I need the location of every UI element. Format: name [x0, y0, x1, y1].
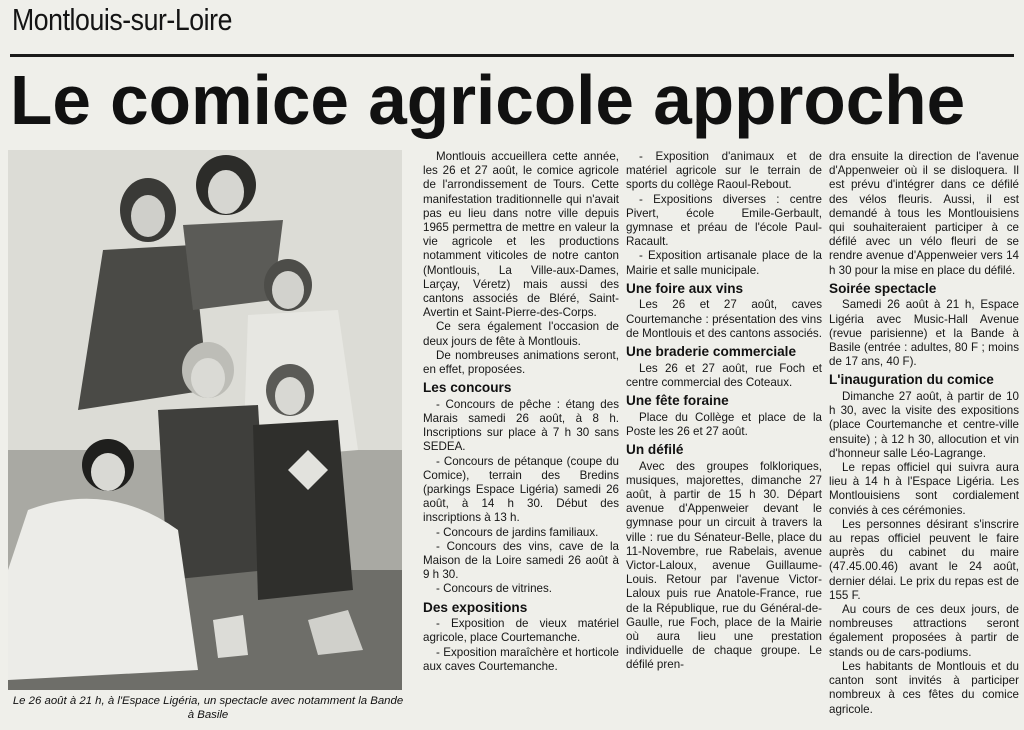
list-item: - Concours de jardins familiaux.: [436, 525, 599, 539]
paragraph: Les personnes désirant s'inscrire au repas officiel peuvent le faire auprès du cabinet du maire (47.45.00.46) avant le 24 août, dernier délai. Le prix du repas est de 155 F.: [829, 517, 1019, 602]
paragraph: Au cours de ces deux jours, de nombreuses attractions seront également proposées à partir de stands ou de cars-podiums.: [829, 603, 1019, 659]
list-item: - Exposition de vieux matériel agricole, place Courtemanche.: [423, 617, 619, 645]
paragraph: Dimanche 27 août, à partir de 10 h 30, avec la visite des expositions (place Courtemanche et centre-ville ensuite) ; à 12 h 30, allocution et vin d'honneur salle Léo-Lagrange.: [829, 390, 1019, 460]
group-photo: [8, 150, 402, 690]
list-item: - Concours de vitrines.: [436, 582, 552, 596]
subheading-defile: Un défilé: [626, 442, 684, 458]
list-item: - Concours de pétanque (coupe du Comice), terrain des Bredins (parkings Espace Ligéria) samedi 26 août, à 14 h 30. Début des inscriptions à 13 h.: [423, 454, 619, 525]
paragraph: dra ensuite la direction de l'avenue d'Appenweier où il se disloquera. Il est prévu d'intégrer dans ce défilé des vélos fleuris. Aussi, il est demandé à tous les Montlouisiens qui souhaiteraient participer à ce défilé avec un vélo fleuri de se rendre avenue d'Appenweier vers 14 h 30 pour la mise en place du défilé.: [829, 150, 1019, 277]
paragraph: Avec des groupes folkloriques, musiques, majorettes, dimanche 27 août, à partir de 15 h 30. Départ avenue d'Appenweier devant le gymnase pour un circuit à travers la ville : rue du Sénateur-Belle, place du 11-Novembre, rue Rabelais, avenue Victor-Laloux, avenue Guillaume-Louis. Retour par l'avenue Victor-Laloux puis rue Anatole-France, rue de la République, rue du Général-de-Gaulle, rue Foch, place de la Mairie où aura lieu une prestation individuelle de chaque groupe. Le défilé pren-: [626, 459, 822, 672]
list-item: - Expositions diverses : centre Pivert, école Emile-Gerbault, gymnase et préau de l'école Paul-Racault.: [626, 192, 822, 249]
intro-paragraph: Montlouis accueillera cette année, les 26 et 27 août, le comice agricole de l'arrondissement de Tours. Cette manifestation traditionnelle qui n'avait pas eu lieu dans notre ville depuis 1965 permettra de mettre en valeur la vie agricole et les productions notamment viticoles de notre canton (Montlouis, La Ville-aux-Dames, Larçay, Véretz) mais aussi des cantons associés de Bléré, Saint-Avertin et Saint-Pierre-des-Corps.: [423, 150, 619, 320]
paragraph: Les 26 et 27 août, rue Foch et centre commercial des Coteaux.: [626, 361, 822, 389]
paragraph: Samedi 26 août à 21 h, Espace Ligéria avec Music-Hall Avenue (revue parisienne) et la Bande à Basile (entrée : adultes, 80 F ; moins de 17 ans, 40 F).: [829, 298, 1019, 369]
paragraph: Le repas officiel qui suivra aura lieu à 14 h à l'Espace Ligéria. Les Montlouisiens sont cordialement conviés à ces cérémonies.: [829, 461, 1019, 517]
list-item: - Concours des vins, cave de la Maison de la Loire samedi 26 août à 9 h 30.: [423, 539, 619, 582]
article-column-2: [626, 150, 822, 673]
list-item: - Exposition maraîchère et horticole aux caves Courtemanche.: [423, 645, 619, 673]
paragraph: Les habitants de Montlouis et du canton sont invités à participer nombreux à ces fêtes du comice agricole.: [829, 659, 1019, 716]
photo-caption: Le 26 août à 21 h, à l'Espace Ligéria, un spectacle avec notamment la Bande à Basile: [12, 695, 404, 721]
list-item: - Exposition artisanale place de la Mairie et salle municipale.: [626, 249, 822, 277]
subheading-soiree: Soirée spectacle: [829, 280, 937, 296]
subheading-foire: Une foire aux vins: [626, 280, 744, 296]
list-item: - Concours de pêche : étang des Marais samedi 26 août, à 8 h. Inscriptions sur place à 7 h 30 sans SEDEA.: [423, 397, 619, 454]
article-column-3: [829, 150, 1019, 717]
paragraph: De nombreuses animations seront, en effet, proposées.: [423, 348, 619, 377]
section-kicker: Montlouis-sur-Loire: [12, 2, 233, 37]
subheading-concours: Les concours: [423, 380, 512, 396]
headline: Le comice agricole approche: [10, 61, 966, 139]
subheading-expositions: Des expositions: [423, 599, 528, 615]
subheading-fete: Une fête foraine: [626, 393, 729, 409]
paragraph: Place du Collège et place de la Poste les 26 et 27 août.: [626, 410, 822, 438]
group-photo-illustration: [8, 150, 402, 690]
paragraph: Ce sera également l'occasion de deux jours de fête à Montlouis.: [423, 320, 619, 348]
header-rule: [10, 54, 1014, 57]
subheading-braderie: Une braderie commerciale: [626, 344, 797, 360]
article-column-1: [423, 150, 619, 674]
list-item: - Exposition d'animaux et de matériel agricole sur le terrain de sports du collège Raoul-Rebout.: [626, 150, 822, 192]
subheading-inauguration: L'inauguration du comice: [829, 372, 994, 388]
paragraph: Les 26 et 27 août, caves Courtemanche : présentation des vins de Montlouis et des cantons associés.: [626, 298, 822, 340]
